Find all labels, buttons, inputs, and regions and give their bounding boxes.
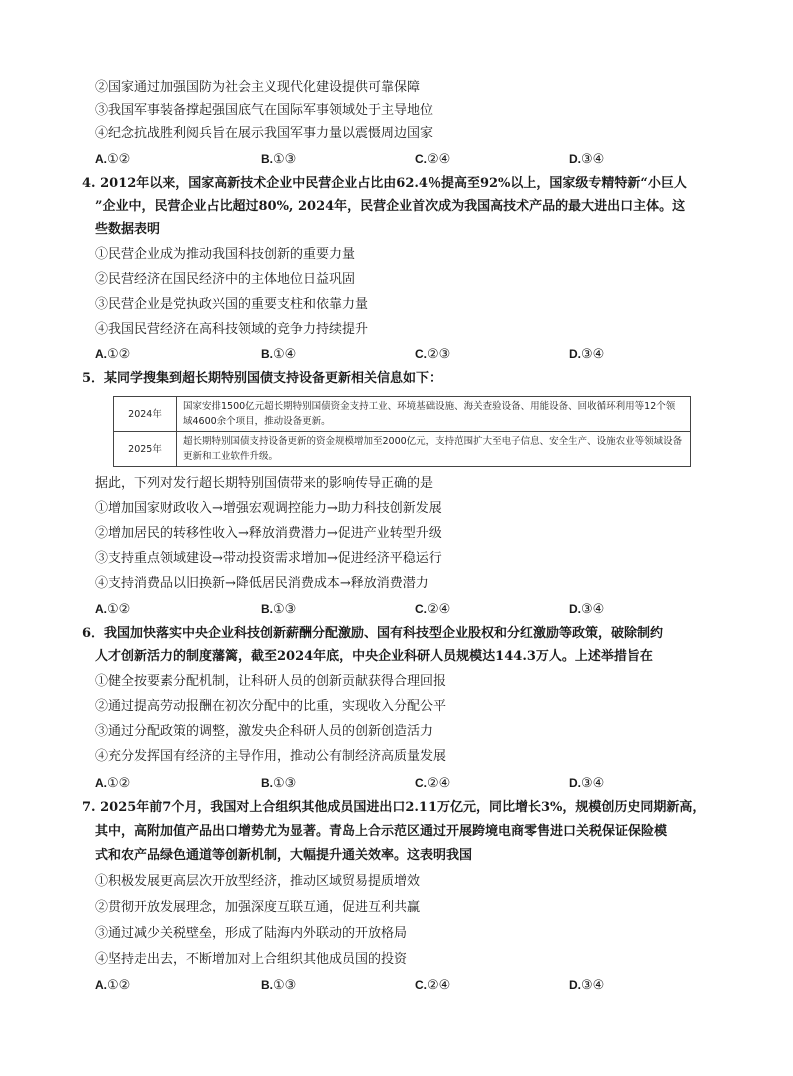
q6-item-1: ①健全按要素分配机制，让科研人员的创新贡献获得合理回报 — [95, 674, 447, 689]
q4-stem-line-2: ”企业中，民营企业占比超过80%, 2024年，民营企业首次成为我国高技术产品的最大进出口主体。这 — [95, 199, 686, 214]
table-row — [114, 432, 691, 467]
q6-option-a[interactable]: A.①② — [95, 776, 131, 791]
q4-item-4: ④我国民营经济在高科技领域的竞争力持续提升 — [95, 322, 369, 337]
q3-options — [95, 149, 725, 169]
bond-info-table — [113, 396, 691, 467]
q7-item-1: ①积极发展更高层次开放型经济，推动区域贸易提质增效 — [95, 874, 421, 889]
q7-option-d[interactable]: D.③④ — [569, 978, 605, 993]
table-row — [114, 397, 691, 432]
q6-options — [95, 773, 725, 793]
q4-stem-line-3: 些数据表明 — [95, 222, 161, 237]
table-text-cell: 国家安排1500亿元超长期特别国债资金支持工业、环境基础设施、海关查验设备、用能设备、回收循环利用等12个领域4600余个项目，推动设备更新。 — [177, 397, 691, 432]
q4-item-3: ③民营企业是党执政兴国的重要支柱和依靠力量 — [95, 297, 369, 312]
q7-stem-line-2: 其中，高附加值产品出口增势尤为显著。青岛上合示范区通过开展跨境电商零售进口关税保证保险模 — [95, 824, 668, 839]
q7-option-c[interactable]: C.②④ — [415, 978, 451, 993]
q4-option-a[interactable]: A.①② — [95, 347, 131, 362]
q7-stem-line-1: 7. 2025年前7个月，我国对上合组织其他成员国进出口2.11万亿元，同比增长3%，规模创历史同期新高， — [82, 800, 706, 815]
q3-option-b[interactable]: B.①③ — [261, 152, 297, 167]
q5-option-a[interactable]: A.①② — [95, 602, 131, 617]
q4-option-d[interactable]: D.③④ — [569, 347, 605, 362]
q5-stem: 5．某同学搜集到超长期特别国债支持设备更新相关信息如下： — [82, 371, 443, 386]
q6-option-c[interactable]: C.②④ — [415, 776, 451, 791]
q5-item-1: ①增加国家财政收入→增强宏观调控能力→助力科技创新发展 — [95, 501, 442, 516]
q5-item-2: ②增加居民的转移性收入→释放消费潜力→促进产业转型升级 — [95, 526, 442, 541]
q5-option-c[interactable]: C.②④ — [415, 602, 451, 617]
q5-item-3: ③支持重点领域建设→带动投资需求增加→促进经济平稳运行 — [95, 551, 442, 566]
q6-item-3: ③通过分配政策的调整，激发央企科研人员的创新创造活力 — [95, 724, 434, 739]
q3-option-d[interactable]: D.③④ — [569, 152, 605, 167]
q4-stem-line-1: 4. 2012年以来，国家高新技术企业中民营企业占比由62.4％提高至92%以上，国家级专精特新“小巨人 — [82, 176, 687, 191]
q7-item-3: ③通过减少关税壁垒，形成了陆海内外联动的开放格局 — [95, 926, 408, 941]
q4-item-1: ①民营企业成为推动我国科技创新的重要力量 — [95, 247, 356, 262]
q3-item-4: ④纪念抗战胜利阅兵旨在展示我国军事力量以震慑周边国家 — [95, 126, 434, 141]
q7-options — [95, 975, 725, 995]
q5-item-4: ④支持消费品以旧换新→降低居民消费成本→释放消费潜力 — [95, 576, 429, 591]
q6-item-4: ④充分发挥国有经济的主导作用，推动公有制经济高质量发展 — [95, 749, 447, 764]
q7-stem-line-3: 式和农产品绿色通道等创新机制，大幅提升通关效率。这表明我国 — [95, 848, 473, 863]
table-text-cell: 超长期特别国债支持设备更新的资金规模增加至2000亿元，支持范围扩大至电子信息、安全生产、设施农业等领域设备更新和工业软件升级。 — [177, 432, 691, 467]
table-year-cell: 2024年 — [114, 397, 177, 432]
q4-option-b[interactable]: B.①④ — [261, 347, 297, 362]
q5-option-b[interactable]: B.①③ — [261, 602, 297, 617]
table-year-cell: 2025年 — [114, 432, 177, 467]
q3-option-a[interactable]: A.①② — [95, 152, 131, 167]
q7-option-b[interactable]: B.①③ — [261, 978, 297, 993]
q5-option-d[interactable]: D.③④ — [569, 602, 605, 617]
q3-option-c[interactable]: C.②④ — [415, 152, 451, 167]
q3-item-3: ③我国军事装备撑起强国底气在国际军事领域处于主导地位 — [95, 103, 434, 118]
q5-options — [95, 599, 725, 619]
q6-stem-line-1: 6．我国加快落实中央企业科技创新薪酬分配激励、国有科技型企业股权和分红激励等政策，破除制约 — [82, 626, 664, 641]
q6-stem-line-2: 人才创新活力的制度藩篱，截至2024年底，中央企业科研人员规模达144.3万人。上述举措旨在 — [95, 649, 653, 664]
q3-item-2: ②国家通过加强国防为社会主义现代化建设提供可靠保障 — [95, 80, 421, 95]
q4-option-c[interactable]: C.②③ — [415, 347, 451, 362]
q7-option-a[interactable]: A.①② — [95, 978, 131, 993]
q6-option-b[interactable]: B.①③ — [261, 776, 297, 791]
q6-item-2: ②通过提高劳动报酬在初次分配中的比重，实现收入分配公平 — [95, 699, 447, 714]
q4-options — [95, 344, 725, 364]
q4-item-2: ②民营经济在国民经济中的主体地位日益巩固 — [95, 272, 356, 287]
q5-prompt: 据此，下列对发行超长期特别国债带来的影响传导正确的是 — [95, 476, 434, 491]
q7-item-2: ②贯彻开放发展理念，加强深度互联互通，促进互利共赢 — [95, 900, 421, 915]
q7-item-4: ④坚持走出去，不断增加对上合组织其他成员国的投资 — [95, 952, 408, 967]
q6-option-d[interactable]: D.③④ — [569, 776, 605, 791]
